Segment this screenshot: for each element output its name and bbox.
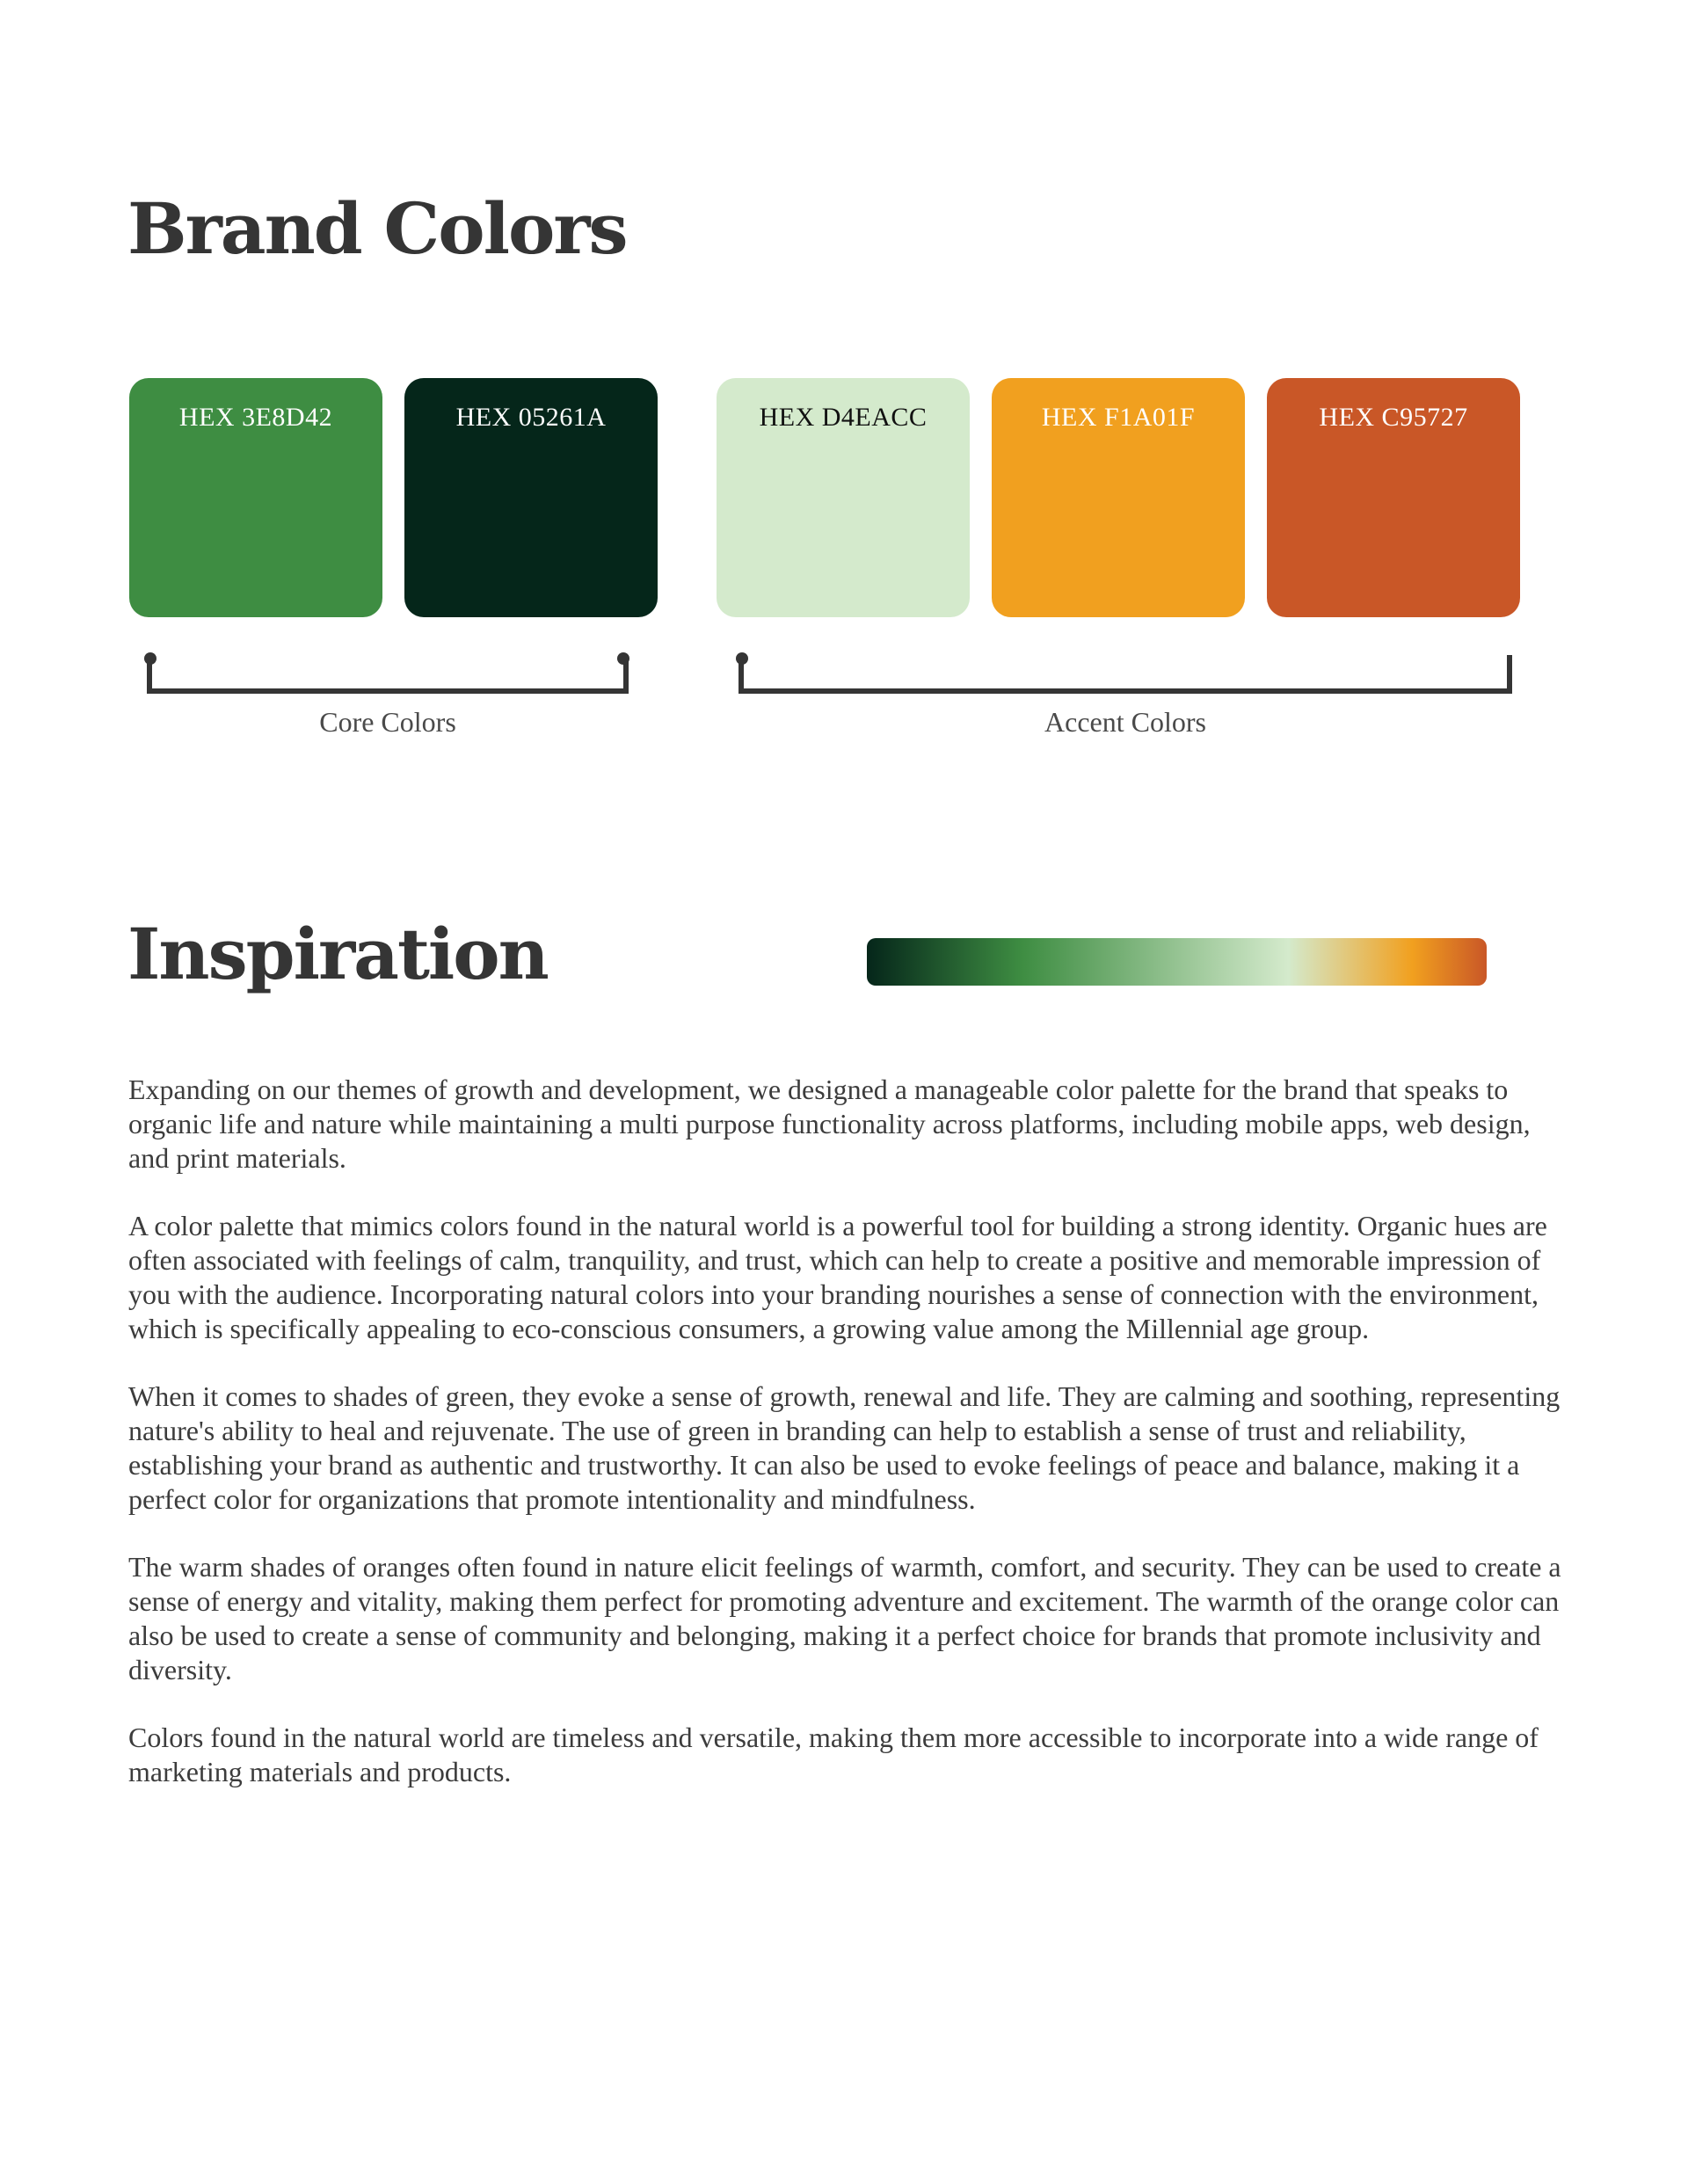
swatch-hex-label: HEX 05261A bbox=[455, 403, 607, 432]
color-swatch-burnt-orange bbox=[1267, 378, 1520, 617]
swatch-hex-label: HEX C95727 bbox=[1319, 403, 1468, 432]
body-paragraph: Expanding on our themes of growth and development, we designed a manageable color palette for the brand that speaks to organic life and nature while maintaining a multi purpose functionality across platforms, including mobile apps, web design, and print materials. bbox=[128, 1074, 1531, 1174]
inspiration-body bbox=[128, 1073, 1561, 1823]
core-colors-bracket bbox=[147, 655, 629, 694]
palette-gradient-bar bbox=[867, 938, 1487, 986]
bracket-end-dot bbox=[144, 652, 156, 665]
color-swatch-light-green bbox=[717, 378, 970, 617]
swatch-hex-label: HEX D4EACC bbox=[759, 403, 928, 432]
accent-colors-bracket bbox=[738, 655, 1512, 694]
color-swatch-orange bbox=[992, 378, 1245, 617]
body-paragraph: The warm shades of oranges often found in nature elicit feelings of warmth, comfort, and security. They can be used to create a sense of energy and vitality, making them perfect for promoting adventure and excitement. The warmth of the orange color can also be used to create a sense of community and belonging, making it a perfect choice for brands that promote inclusivity and diversity. bbox=[128, 1551, 1561, 1685]
color-swatch-green bbox=[129, 378, 382, 617]
body-paragraph: When it comes to shades of green, they evoke a sense of growth, renewal and life. They are calming and soothing, representing nature's ability to heal and rejuvenate. The use of green in branding can help to establish a sense of trust and reliability, establishing your brand as authentic and trustworthy. It can also be used to evoke feelings of peace and balance, making it a perfect color for organizations that promote intentionality and mindfulness. bbox=[128, 1380, 1561, 1515]
bracket-end-dot bbox=[736, 652, 748, 665]
accent-colors-label: Accent Colors bbox=[1044, 706, 1206, 738]
swatch-hex-label: HEX F1A01F bbox=[1041, 403, 1196, 432]
bracket-end-dot bbox=[617, 652, 629, 665]
core-colors-label: Core Colors bbox=[319, 706, 456, 738]
brand-colors-title: Brand Colors bbox=[127, 187, 627, 270]
color-swatch-dark-green bbox=[404, 378, 658, 617]
swatch-hex-label: HEX 3E8D42 bbox=[178, 403, 333, 432]
body-paragraph: A color palette that mimics colors found in the natural world is a powerful tool for building a strong identity. Organic hues are often associated with feelings of calm, tranquility, and trust, which can help to create a positive and memorable impression of you with the audience. Incorporating natural colors into your branding nourishes a sense of connection with the environment, which is specifically appealing to eco-conscious consumers, a growing value among the Millennial age group. bbox=[128, 1210, 1547, 1344]
body-paragraph: Colors found in the natural world are timeless and versatile, making them more accessible to incorporate into a wide range of marketing materials and products. bbox=[128, 1722, 1539, 1787]
inspiration-title: Inspiration bbox=[127, 913, 548, 995]
